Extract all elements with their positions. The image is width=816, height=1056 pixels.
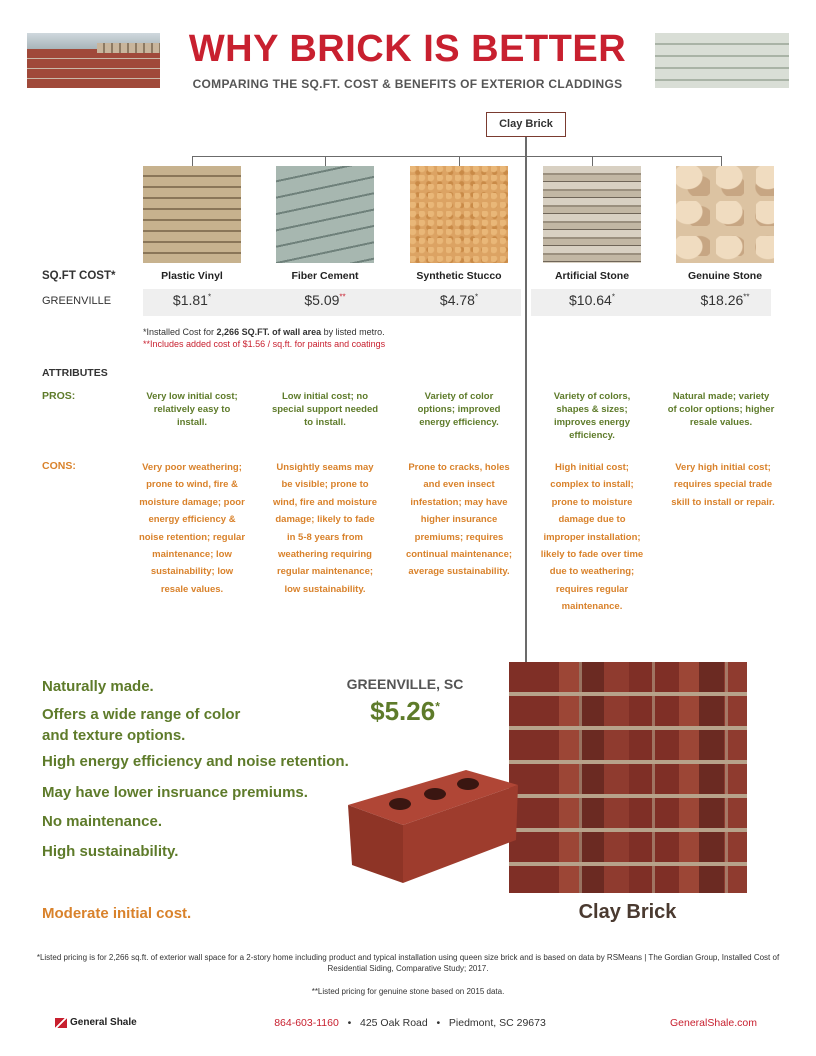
tree-drop-1: [192, 156, 193, 166]
cons-text: Unsightly seams may be visible; prone to wind, fire and moisture damage; likely to fade in 5-8 years from weathering requiring regular maintenance; low sustainability.: [273, 462, 377, 595]
benefit-item: May have lower insruance premiums.: [42, 784, 308, 801]
pros-text: Variety of color options; improved energy efficiency.: [417, 391, 501, 428]
price-cell: $18.26**: [700, 292, 750, 308]
general-shale-logo: General Shale: [55, 1017, 137, 1028]
cons-text: Very high initial cost; requires special trade skill to install or repair.: [671, 462, 775, 508]
pros-text: Low initial cost; no special support needed to install.: [271, 391, 379, 428]
moderate-cost-note: Moderate initial cost.: [42, 905, 192, 922]
single-brick-image: [348, 765, 518, 883]
plastic-vinyl-swatch: [143, 166, 241, 263]
stone-footnote: **Listed pricing for genuine stone based on 2015 data.: [311, 987, 505, 996]
product-name: Genuine Stone: [687, 270, 763, 282]
brick-house-photo: [27, 33, 160, 88]
metro-label: GREENVILLE: [42, 295, 112, 307]
cons-text: Prone to cracks, holes and even insect infestation; may have higher insurance premiums; requires continual maintenance; average sustainability.: [405, 462, 513, 578]
pros-label: PROS:: [42, 390, 76, 402]
clay-brick-connector: [525, 137, 527, 663]
genuine-stone-swatch: [676, 166, 774, 263]
featured-city: GREENVILLE, SC: [346, 676, 464, 692]
tree-drop-2: [325, 156, 326, 166]
installed-cost-note: *Installed Cost for 2,266 SQ.FT. of wall area by listed metro.: [143, 327, 385, 337]
tree-horizontal-line: [192, 156, 722, 157]
benefit-item: No maintenance.: [42, 813, 163, 830]
paint-cost-note: **Includes added cost of $1.56 / sq.ft. for paints and coatings: [143, 339, 386, 349]
tree-drop-5: [721, 156, 722, 166]
website-link[interactable]: GeneralShale.com: [670, 1017, 757, 1029]
benefit-item: High sustainability.: [42, 843, 179, 860]
cons-label: CONS:: [42, 460, 76, 472]
contact-info: 864-603-1160 • 425 Oak Road • Piedmont, SC 29673: [274, 1017, 546, 1029]
tree-drop-3: [459, 156, 460, 166]
product-name: Plastic Vinyl: [161, 270, 223, 282]
price-cell: $1.81*: [172, 292, 212, 308]
benefit-item: High energy efficiency and noise retention.: [42, 753, 349, 770]
artificial-stone-swatch: [543, 166, 641, 263]
tree-drop-4: [592, 156, 593, 166]
sqft-cost-label: SQ.FT COST*: [42, 270, 116, 282]
logo-mark-icon: [55, 1018, 67, 1028]
price-cell: $4.78*: [439, 292, 479, 308]
fiber-cement-swatch: [276, 166, 374, 263]
product-name: Synthetic Stucco: [416, 270, 502, 282]
page-subtitle: COMPARING THE SQ.FT. COST & BENEFITS OF EXTERIOR CLADDINGS: [192, 77, 623, 91]
attributes-heading: ATTRIBUTES: [42, 367, 108, 379]
pricing-footnote: *Listed pricing is for 2,266 sq.ft. of exterior wall space for a 2-story home including product and typical installation using queen size brick and is based on data by RSMeans | The Gordian Group, Installed Cost of Residential Siding, Comparative Study; 2017.: [36, 953, 780, 973]
price-cell: $5.09**: [304, 292, 346, 308]
featured-price: $5.26*: [370, 696, 440, 726]
siding-photo: [655, 33, 789, 88]
price-cell: $10.64*: [569, 292, 615, 308]
cons-text: High initial cost; complex to install; prone to moisture damage due to improper installation; likely to fade over time due to weathering; requires regular maintenance.: [540, 462, 644, 613]
phone-number[interactable]: 864-603-1160: [274, 1017, 339, 1029]
synthetic-stucco-swatch: [410, 166, 508, 263]
benefit-item: Naturally made.: [42, 678, 154, 695]
pros-text: Very low initial cost; relatively easy to install.: [146, 391, 238, 428]
product-name: Artificial Stone: [554, 270, 630, 282]
brick-wall-photo: [509, 662, 747, 893]
product-name: Fiber Cement: [291, 270, 359, 282]
cons-text: Very poor weathering; prone to wind, fire & moisture damage; poor energy efficiency & noise retention; regular maintenance; low sustainability; low resale values.: [138, 462, 246, 595]
clay-brick-box: Clay Brick: [486, 112, 566, 137]
page-title: WHY BRICK IS BETTER: [188, 28, 627, 70]
benefit-item: Offers a wide range of color and texture options.: [42, 706, 241, 744]
city-zip: Piedmont, SC 29673: [448, 1017, 546, 1029]
street-address: 425 Oak Road: [360, 1017, 428, 1029]
pros-text: Natural made; variety of color options; higher resale values.: [667, 391, 775, 428]
clay-brick-caption: Clay Brick: [578, 901, 677, 923]
pros-text: Variety of colors, shapes & sizes; improves energy efficiency.: [553, 391, 631, 441]
